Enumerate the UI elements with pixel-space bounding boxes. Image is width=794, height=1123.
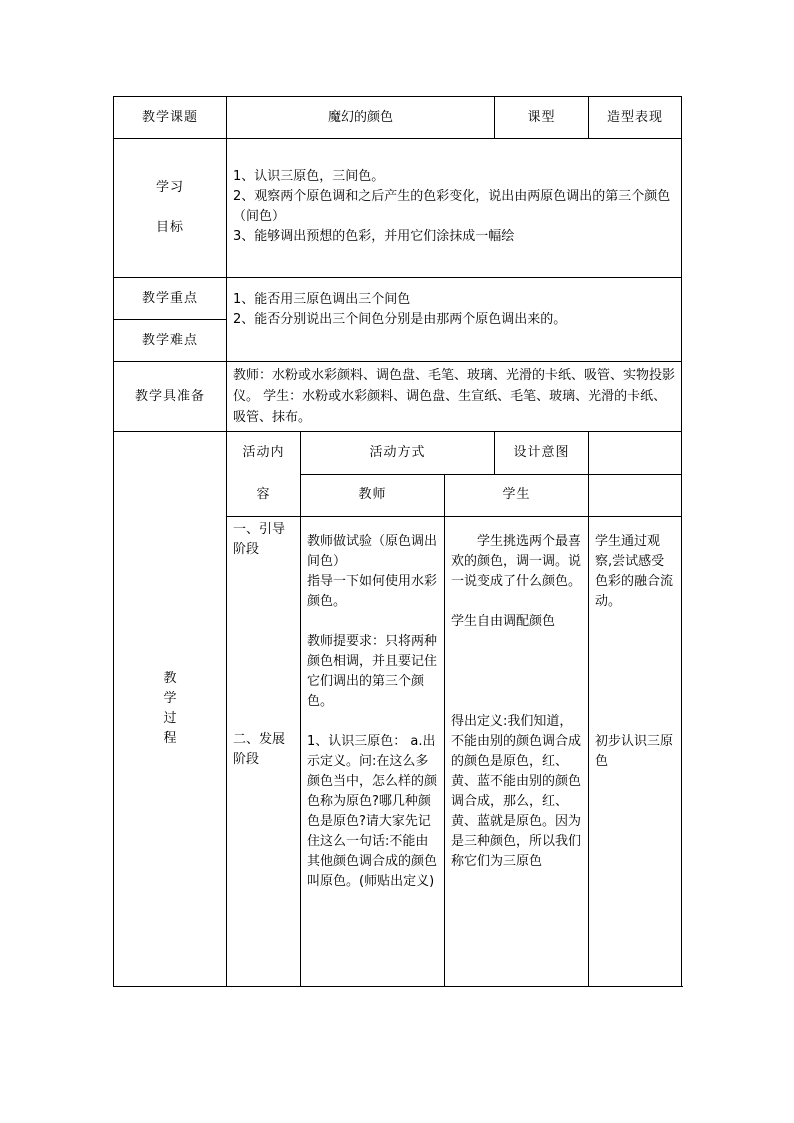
key-point-item: 2、能否分别说出三个间色分别是由那两个原色调出来的。 [233, 312, 567, 327]
student-activity: 得出定义:我们知道，不能由别的颜色调合成的颜色是原色，红、黄、蓝不能由别的颜色调合成，那么，红、黄、蓝就是原色。因为是三种颜色，所以我们称它们为三原色 [451, 714, 582, 869]
design-intent-header: 设计意图 [495, 432, 589, 475]
preparation-content: 教师：水粉或水彩颜料、调色盘、毛笔、玻璃、光滑的卡纸、吸管、实物投影仪。 学生：水粉或水彩颜料、调色盘、生宣纸、毛笔、玻璃、光滑的卡纸、吸管、抹布。 [227, 362, 682, 432]
key-points-label: 教学重点 [114, 278, 227, 320]
design-cell [589, 517, 682, 987]
stage1-name: 一、引导阶段 [233, 522, 286, 557]
topic-label: 教学课题 [114, 97, 227, 139]
objective-item: 3、能够调出预想的色彩，并用它们涂抹成一幅绘 [233, 229, 515, 244]
teacher-activity: 指导一下如何使用水彩颜色。 [307, 574, 438, 609]
empty-cell [589, 474, 682, 517]
topic-row [114, 97, 682, 139]
stage2-name: 二、发展阶段 [233, 732, 286, 767]
process-label-char: 学 [163, 691, 177, 706]
student-activity: 学生挑选两个最喜欢的颜色，调一调。说一说变成了什么颜色。 [451, 534, 582, 589]
process-header-row [114, 432, 682, 475]
key-points-content [227, 278, 682, 362]
type-value: 造型表现 [589, 97, 682, 139]
objectives-content [227, 139, 682, 278]
teacher-activity: 教师提要求：只将两种颜色相调，并且要记住它们调出的第三个颜色。 [307, 634, 438, 709]
teacher-activity: 1、认识三原色： a.出示定义。问:在这么多颜色当中，怎么样的颜色称为原色?哪几种颜色是原色?请大家先记住这么一句话:不能由其他颜色调合成的颜色叫原色。(师贴出定义) [307, 734, 438, 889]
type-label: 课型 [495, 97, 589, 139]
student-header: 学生 [445, 474, 589, 517]
process-label-char: 程 [163, 731, 177, 746]
lesson-plan-table [113, 96, 682, 987]
objectives-label-line1: 学习 [155, 180, 184, 195]
teacher-header: 教师 [301, 474, 445, 517]
activity-content-header [227, 432, 301, 517]
design-intent: 初步认识三原色 [595, 734, 674, 769]
difficulty-label: 教学难点 [114, 320, 227, 362]
empty-cell [589, 432, 682, 475]
objective-item: 1、认识三原色，三间色。 [233, 169, 385, 184]
objective-item: 2、观察两个原色调和之后产生的色彩变化，说出由两原色调出的第三个颜色（间色） [233, 189, 671, 224]
student-activity: 学生自由调配颜色 [451, 614, 556, 629]
design-intent: 学生通过观察,尝试感受色彩的融合流动。 [595, 534, 674, 609]
preparation-label: 教学具准备 [114, 362, 227, 432]
preparation-row [114, 362, 682, 432]
teacher-cell [301, 517, 445, 987]
objectives-row [114, 139, 682, 278]
activity-content-header-line1: 活动内 [242, 445, 285, 460]
process-label-char: 过 [163, 711, 177, 726]
student-cell [445, 517, 589, 987]
activity-method-header: 活动方式 [301, 432, 495, 475]
objectives-label [114, 139, 227, 278]
process-label-char: 教 [163, 671, 177, 686]
topic-value: 魔幻的颜色 [227, 97, 495, 139]
teacher-activity: 教师做试验（原色调出间色） [307, 534, 438, 569]
key-points-row [114, 278, 682, 320]
key-point-item: 1、能否用三原色调出三个间色 [233, 292, 411, 307]
activity-content-header-line2: 容 [256, 487, 271, 502]
process-label [114, 432, 227, 987]
activity-content-cell [227, 517, 301, 987]
objectives-label-line2: 目标 [155, 220, 184, 235]
